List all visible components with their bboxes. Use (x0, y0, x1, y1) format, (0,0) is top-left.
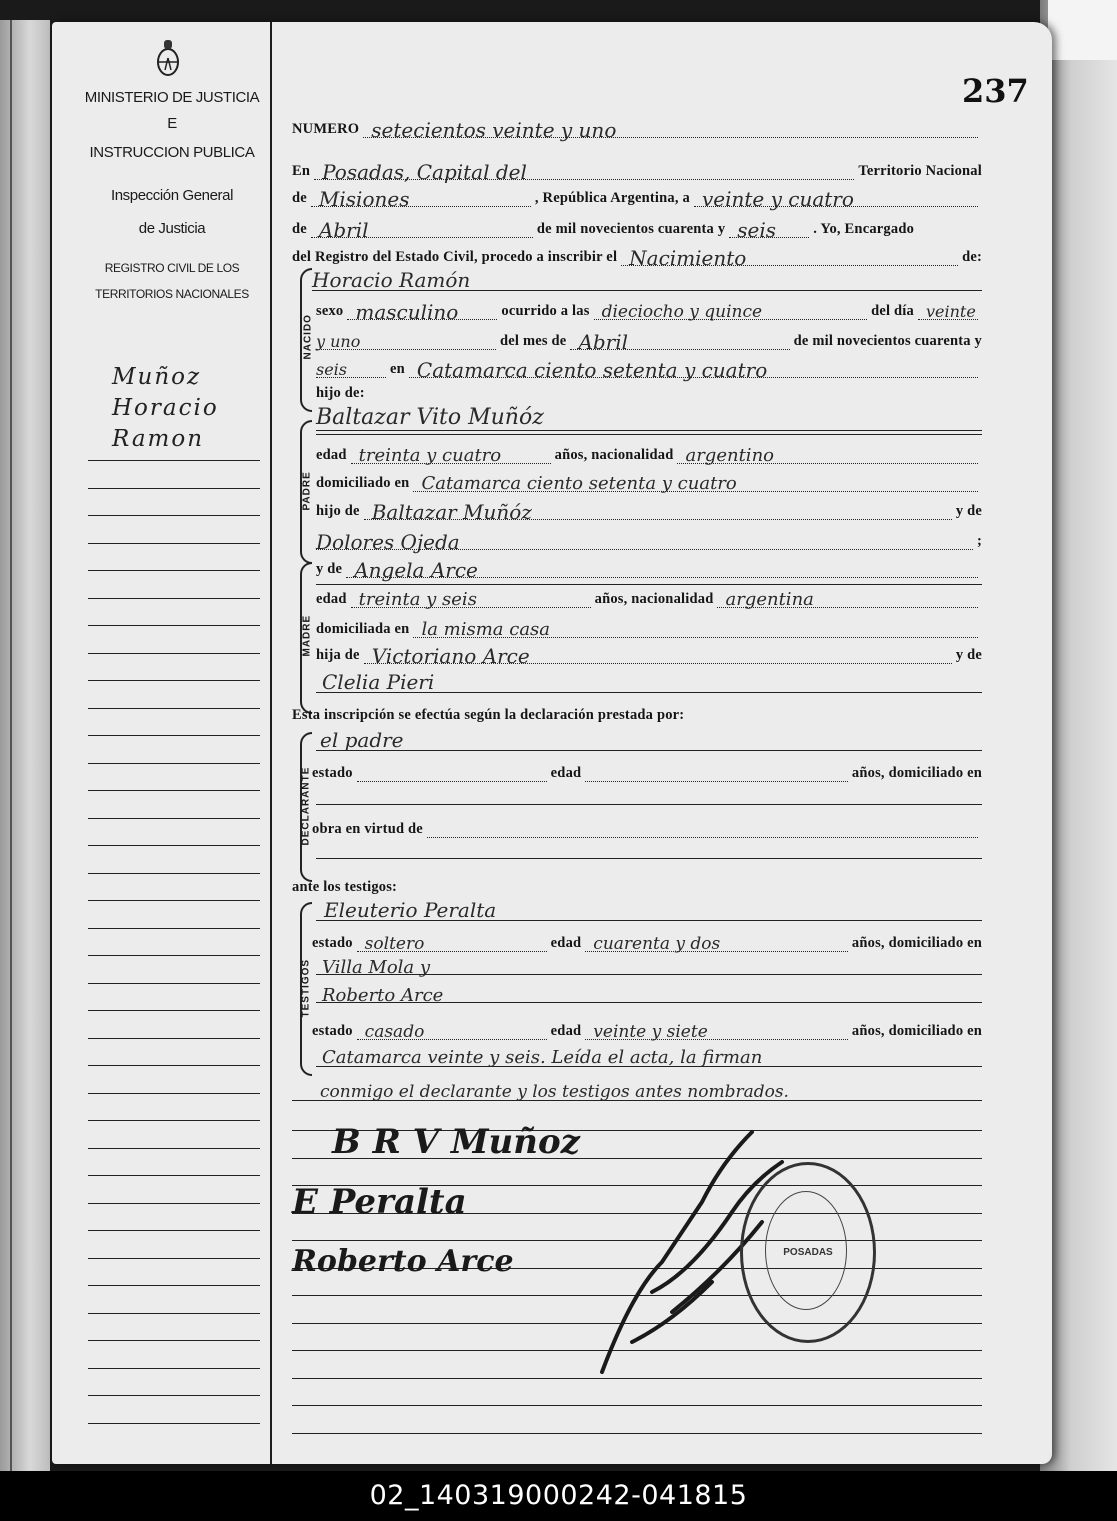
testigo-2-anios-label: años, domiciliado en (851, 1023, 982, 1039)
mes-row (316, 326, 982, 354)
abuela-materna-row (316, 668, 982, 692)
margin-rule (88, 653, 260, 654)
rule (316, 692, 982, 693)
testigo-2-estado-row (312, 1016, 982, 1040)
numero-row (292, 114, 982, 142)
margin-rule (88, 1395, 260, 1396)
republica-label: , República Argentina, a (534, 190, 690, 206)
day-value: veinte y cuatro (701, 187, 854, 211)
margin-rule (88, 1203, 260, 1204)
margin-rule (88, 790, 260, 791)
rule (316, 920, 982, 921)
ministry-line-3: INSTRUCCION PUBLICA (89, 144, 255, 161)
rule (316, 1066, 982, 1067)
testigo-1-estado-value: soltero (364, 934, 425, 954)
margin-rule (88, 680, 260, 681)
obra-label: obra en virtud de (312, 821, 423, 837)
padre-y-de-label: y de (955, 503, 982, 519)
margin-rule (88, 900, 260, 901)
sexo-label: sexo (316, 303, 344, 319)
year-value: seis (737, 218, 777, 242)
date-row (292, 214, 982, 242)
national-coat-of-arms-icon (156, 40, 180, 78)
encargado-label: . Yo, Encargado (813, 221, 915, 237)
left-margin-column (52, 22, 272, 1464)
ministry-line-1: MINISTERIO DE JUSTICIA (84, 89, 260, 106)
margin-rule (88, 1148, 260, 1149)
de-label: de (292, 190, 307, 206)
rule (316, 434, 982, 435)
del-dia-label: del día (871, 303, 914, 319)
testigo-2-estado-label: estado (312, 1023, 353, 1039)
testigos-label: ante los testigos: (292, 879, 398, 895)
city-value: Posadas, Capital del (322, 160, 527, 184)
declarante-section-label: DECLARANTE (300, 766, 312, 846)
testigo-2-edad-label: edad (550, 1023, 582, 1039)
inspection-line-1: Inspección General (110, 187, 234, 204)
declaracion-row (292, 700, 982, 724)
margin-rule (88, 598, 260, 599)
birth-year-value: seis (316, 360, 348, 379)
ocurrido-label: ocurrido a las (501, 303, 590, 319)
margin-rule (88, 1368, 260, 1369)
numero-label: NUMERO (292, 121, 360, 137)
registry-line-1: REGISTRO CIVIL DE LOS (104, 261, 240, 275)
declarante-edad-label: edad (550, 765, 582, 781)
hora-value: dieciocho y quince (601, 302, 763, 322)
child-name-row (312, 266, 982, 290)
testigo-1-name-value: Eleuterio Peralta (324, 898, 497, 922)
madre-name-value: Angela Arce (354, 558, 478, 582)
margin-rule (88, 1285, 260, 1286)
madre-hija-label: hija de (316, 647, 360, 663)
testigo-1-edad-value: cuarenta y dos (593, 934, 721, 954)
padre-section-label: PADRE (301, 471, 313, 511)
margin-rule (88, 873, 260, 874)
madre-domicilio-value: la misma casa (421, 619, 551, 640)
obra-row (312, 814, 982, 838)
testigos-section-label: TESTIGOS (300, 958, 312, 1018)
margin-rule (88, 1038, 260, 1039)
padre-hijo-label: hijo de (316, 503, 360, 519)
madre-section-label: MADRE (301, 614, 313, 657)
rule (312, 290, 982, 291)
de-colon-label: de: (962, 249, 982, 265)
madre-edad-row (316, 584, 982, 608)
rule (316, 750, 982, 751)
testigo-2-name-value: Roberto Arce (322, 985, 444, 1006)
testigo-1-domicilio-value: Villa Mola y (322, 957, 431, 978)
birth-year-label: de mil novecientos cuarenta y (793, 333, 982, 349)
margin-rule (88, 1423, 260, 1424)
child-name-value: Horacio Ramón (312, 268, 471, 292)
madre-y-de-label: y de (316, 561, 343, 577)
dia-value: veinte (926, 302, 976, 321)
padre-domicilio-value: Catamarca ciento setenta y cuatro (421, 473, 737, 494)
margin-rule (88, 1175, 260, 1176)
registro-row (292, 242, 982, 270)
declaracion-label: Esta inscripción se efectúa según la declaración prestada por: (292, 707, 685, 723)
declarante-estado-label: estado (312, 765, 353, 781)
official-seal-stamp (740, 1162, 876, 1343)
margin-rule (88, 1065, 260, 1066)
signature-testigo-1: E Peralta (292, 1182, 467, 1222)
padre-hijo-row (316, 496, 982, 524)
signature-declarante: B R V Muñoz (332, 1122, 580, 1162)
margin-rule (88, 708, 260, 709)
padre-domicilio-row (316, 468, 982, 492)
declarante-estado-row (312, 758, 982, 782)
registro-label: del Registro del Estado Civil, procedo a inscribir el (292, 249, 618, 265)
closing-text: conmigo el declarante y los testigos antes nombrados. (320, 1082, 789, 1102)
margin-surname: Muñoz (112, 364, 202, 390)
testigo-1-estado-label: estado (312, 935, 353, 951)
abuela-materna-value: Clelia Pieri (322, 670, 435, 694)
madre-edad-label: edad (316, 591, 347, 607)
margin-rule (88, 543, 260, 544)
madre-edad-value: treinta y seis (358, 589, 477, 610)
territory-value: Misiones (318, 187, 410, 211)
testigo-1-edad-label: edad (550, 935, 582, 951)
margin-rule (88, 763, 260, 764)
rule (316, 430, 982, 431)
padre-edad-label: edad (316, 447, 347, 463)
abuelo-paterno-value: Baltazar Muñóz (371, 500, 532, 524)
margin-rule (88, 515, 260, 516)
rule (316, 974, 982, 975)
madre-domicilio-label: domiciliada en (316, 621, 410, 637)
rule (292, 1100, 982, 1101)
padre-domicilio-label: domiciliado en (316, 475, 410, 491)
margin-rule (88, 625, 260, 626)
margin-rule (88, 1120, 260, 1121)
abuelo-materno-value: Victoriano Arce (371, 644, 530, 668)
margin-rule (88, 570, 260, 571)
testigo-2-domicilio-row (316, 1044, 982, 1068)
semicolon-label: ; (976, 533, 982, 549)
margin-rule (88, 1258, 260, 1259)
padre-nacionalidad-value: argentino (685, 445, 774, 466)
sexo-row (316, 296, 982, 324)
testigo-1-estado-row (312, 928, 982, 952)
month-value: Abril (318, 218, 369, 242)
hijo-de-row (316, 378, 616, 402)
nacido-section-label: NACIDO (302, 314, 314, 360)
rule (316, 804, 982, 805)
territory-row (292, 183, 982, 211)
en-label: En (292, 163, 311, 179)
act-type-value: Nacimiento (629, 246, 747, 270)
padre-edad-row (316, 440, 982, 464)
register-page (52, 22, 1052, 1464)
testigo-1-name-row (316, 896, 982, 920)
testigos-row (292, 872, 982, 896)
margin-rule (88, 488, 260, 489)
padre-edad-value: treinta y cuatro (358, 445, 502, 466)
year-label: de mil novecientos cuarenta y (536, 221, 726, 237)
madre-hija-row (316, 640, 982, 668)
dia-value-2: y uno (316, 332, 361, 351)
margin-rule (88, 1093, 260, 1094)
padre-name-row (316, 404, 982, 428)
closing-row (316, 1078, 982, 1102)
madre-name-row (316, 554, 982, 582)
sexo-value: masculino (355, 300, 459, 324)
lugar-en-label: en (390, 361, 405, 377)
rule (316, 858, 982, 859)
en-row (292, 156, 982, 184)
de-label-2: de (292, 221, 307, 237)
margin-rule (88, 735, 260, 736)
birth-month-value: Abril (578, 330, 629, 354)
birth-record-form (292, 22, 982, 1464)
testigo-2-edad-value: veinte y siete (593, 1022, 708, 1042)
margin-rule (88, 845, 260, 846)
declarante-anios-label: años, domiciliado en (851, 765, 982, 781)
madre-nacionalidad-value: argentina (725, 589, 814, 610)
margin-rule (88, 818, 260, 819)
margin-rule (88, 1010, 260, 1011)
testigo-2-estado-value: casado (364, 1022, 425, 1042)
previous-pages-edge (0, 20, 50, 1471)
numero-value: setecientos veinte y uno (371, 118, 617, 142)
margin-first-name: Horacio (112, 395, 219, 421)
testigo-2-domicilio-value: Catamarca veinte y seis. Leída el acta, la firman (322, 1047, 763, 1068)
margin-rule (88, 1230, 260, 1231)
birth-place-value: Catamarca ciento setenta y cuatro (416, 358, 768, 382)
stamp-text: POSADAS (783, 1247, 833, 1258)
madre-domicilio-row (316, 614, 982, 638)
territorio-label: Territorio Nacional (858, 163, 982, 179)
signature-rule (292, 1433, 982, 1434)
margin-rule (88, 1340, 260, 1341)
registry-line-2: TERRITORIOS NACIONALES (95, 287, 249, 301)
abuela-paterna-row (316, 526, 982, 554)
rule (316, 1002, 982, 1003)
abuela-paterna-value: Dolores Ojeda (316, 530, 460, 554)
testigo-1-anios-label: años, domiciliado en (851, 935, 982, 951)
padre-anios-label: años, nacionalidad (554, 447, 674, 463)
page-number: 237 (962, 72, 1029, 110)
madre-y-de-2-label: y de (955, 647, 982, 663)
margin-rule (88, 1313, 260, 1314)
ministry-line-2: E (167, 115, 177, 132)
madre-anios-label: años, nacionalidad (594, 591, 714, 607)
margin-rule (88, 955, 260, 956)
margin-rule (88, 983, 260, 984)
hijo-de-label: hijo de: (316, 385, 365, 401)
margin-rule (88, 928, 260, 929)
mes-label: del mes de (500, 333, 567, 349)
margin-second-name: Ramon (112, 426, 205, 452)
declarante-name-value: el padre (320, 728, 404, 752)
inspection-line-2: de Justicia (138, 220, 206, 237)
scan-id-footer: 02_140319000242-041815 (0, 1471, 1117, 1521)
declarante-name-row (316, 726, 982, 750)
lugar-row (316, 354, 982, 382)
signature-rule (292, 1405, 982, 1406)
padre-name-value: Baltazar Vito Muñóz (316, 405, 544, 430)
margin-rule (88, 460, 260, 461)
signature-testigo-2: Roberto Arce (292, 1244, 514, 1279)
